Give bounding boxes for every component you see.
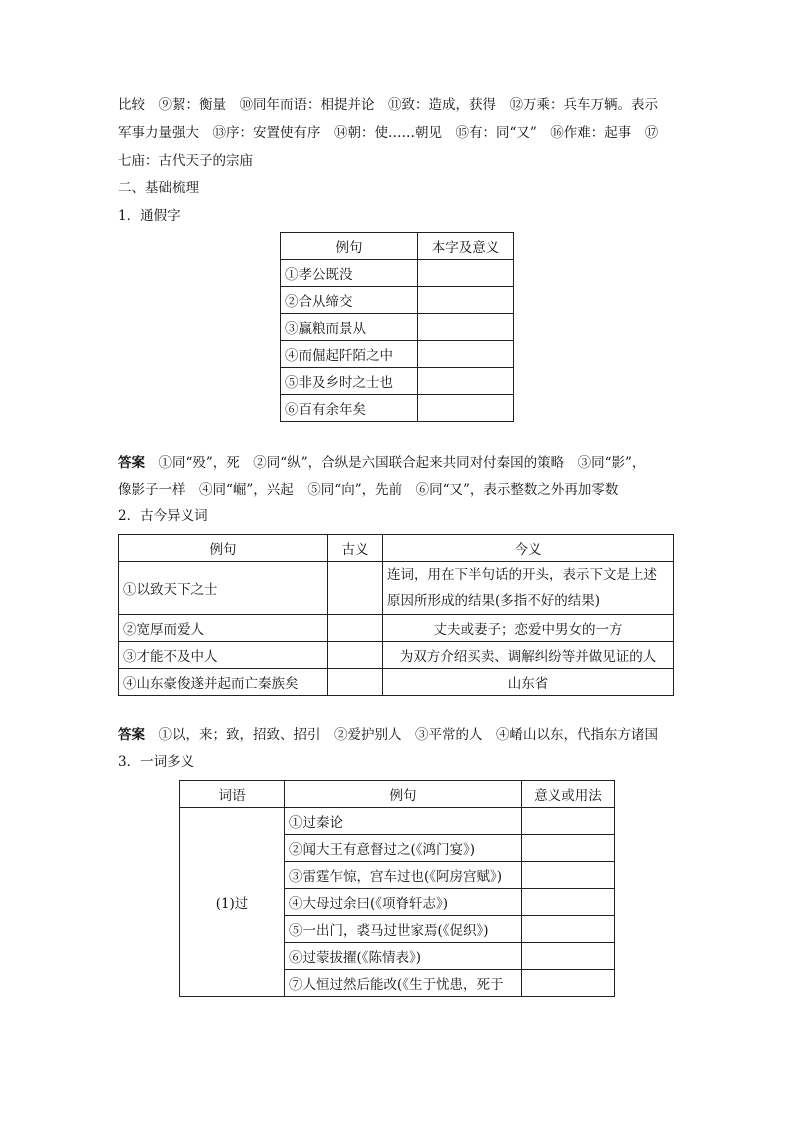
table-row — [180, 808, 615, 835]
meaning-cell — [522, 943, 615, 970]
table-row — [281, 368, 514, 395]
section-1-title: 1．通假字 — [118, 208, 181, 224]
answer-1-line-1 — [118, 453, 680, 473]
example-cell: ④而倔起阡陌之中 — [281, 341, 418, 368]
table-header-row — [119, 535, 674, 562]
example-cell: ⑤一出门，裘马过世家焉(《促织》) — [285, 916, 522, 943]
answer-cell — [418, 314, 514, 341]
table-row — [281, 341, 514, 368]
header-modern-meaning: 今义 — [383, 535, 674, 562]
table-row — [281, 314, 514, 341]
intro-line-2: 军事力量强大 ⑬序：安置使有序 ⑭朝：使……朝见 ⑮有：同“又” ⑯作难：起事 ⑰ — [118, 125, 659, 141]
header-ancient-meaning: 古义 — [328, 535, 383, 562]
table-row — [119, 642, 674, 669]
answer-cell — [418, 368, 514, 395]
answer-text: ①同“殁”，死 ②同“纵”，合纵是六国联合起来共同对付秦国的策略 ③同“影”， — [145, 455, 646, 471]
table-row — [281, 287, 514, 314]
example-cell: ①以致天下之士 — [119, 562, 328, 615]
modern-cell: 丈夫或妻子；恋爱中男女的一方 — [383, 615, 674, 642]
ancient-cell — [328, 615, 383, 642]
modern-cell: 为双方介绍买卖、调解纠纷等并做见证的人 — [383, 642, 674, 669]
table-row — [119, 615, 674, 642]
table-header-row — [180, 781, 615, 808]
meaning-cell — [522, 970, 615, 997]
header-word: 词语 — [180, 781, 285, 808]
meaning-cell — [522, 808, 615, 835]
answer-cell — [418, 395, 514, 422]
example-cell: ⑥百有余年矣 — [281, 395, 418, 422]
modern-cell: 连词，用在下半句话的开头，表示下文是上述原因所形成的结果(多指不好的结果) — [383, 562, 674, 615]
table-header-row — [281, 233, 514, 260]
meaning-cell — [522, 835, 615, 862]
tongjia-table — [280, 232, 514, 422]
meaning-cell — [522, 889, 615, 916]
example-cell: ①过秦论 — [285, 808, 522, 835]
gujin-table — [118, 534, 674, 696]
answer-label: 答案 — [118, 455, 145, 471]
modern-cell: 山东省 — [383, 669, 674, 696]
section-heading: 二、基础梳理 — [118, 180, 199, 196]
table-row — [281, 260, 514, 287]
header-example: 例句 — [119, 535, 328, 562]
example-cell: ①孝公既没 — [281, 260, 418, 287]
meaning-cell — [522, 862, 615, 889]
example-cell: ②宽厚而爱人 — [119, 615, 328, 642]
example-cell: ③雷霆乍惊，宫车过也(《阿房宫赋》) — [285, 862, 522, 889]
yici-duoyi-table — [179, 780, 615, 997]
ancient-cell — [328, 642, 383, 669]
answer-cell — [418, 260, 514, 287]
ancient-cell — [328, 562, 383, 615]
answer-1-line-2: 像影子一样 ④同“崛”，兴起 ⑤同“向”，先前 ⑥同“又”，表示整数之外再加零数 — [118, 482, 619, 498]
example-cell: ③赢粮而景从 — [281, 314, 418, 341]
section-2-title: 2．古今异义词 — [118, 508, 208, 524]
example-cell: ⑤非及乡时之士也 — [281, 368, 418, 395]
table-row — [281, 395, 514, 422]
intro-line-1: 比较 ⑨絜：衡量 ⑩同年而语：相提并论 ⑪致：造成，获得 ⑫万乘：兵车万辆。表示 — [118, 97, 658, 113]
header-meaning: 意义或用法 — [522, 781, 615, 808]
example-cell: ④大母过余曰(《项脊轩志》) — [285, 889, 522, 916]
example-cell: ③才能不及中人 — [119, 642, 328, 669]
answer-label: 答案 — [118, 727, 145, 743]
meaning-cell — [522, 916, 615, 943]
header-original-meaning: 本字及意义 — [418, 233, 514, 260]
example-cell: ⑥过蒙拔擢(《陈情表》) — [285, 943, 522, 970]
answer-cell — [418, 287, 514, 314]
example-cell: ②闻大王有意督过之(《鸿门宴》) — [285, 835, 522, 862]
intro-line-3: 七庙：古代天子的宗庙 — [118, 153, 253, 169]
header-example: 例句 — [285, 781, 522, 808]
example-cell: ④山东豪俊遂并起而亡秦族矣 — [119, 669, 328, 696]
section-3-title: 3．一词多义 — [118, 754, 195, 770]
example-cell: ⑦人恒过然后能改(《生于忧患，死于 — [285, 970, 522, 997]
word-cell: (1)过 — [180, 808, 285, 997]
example-cell: ②合从缔交 — [281, 287, 418, 314]
table-row — [119, 669, 674, 696]
answer-text: ①以，来；致，招致、招引 ②爱护别人 ③平常的人 ④崤山以东，代指东方诸国 — [145, 727, 658, 743]
answer-cell — [418, 341, 514, 368]
answer-2-line — [118, 725, 680, 745]
ancient-cell — [328, 669, 383, 696]
header-example: 例句 — [281, 233, 418, 260]
table-row — [119, 562, 674, 615]
